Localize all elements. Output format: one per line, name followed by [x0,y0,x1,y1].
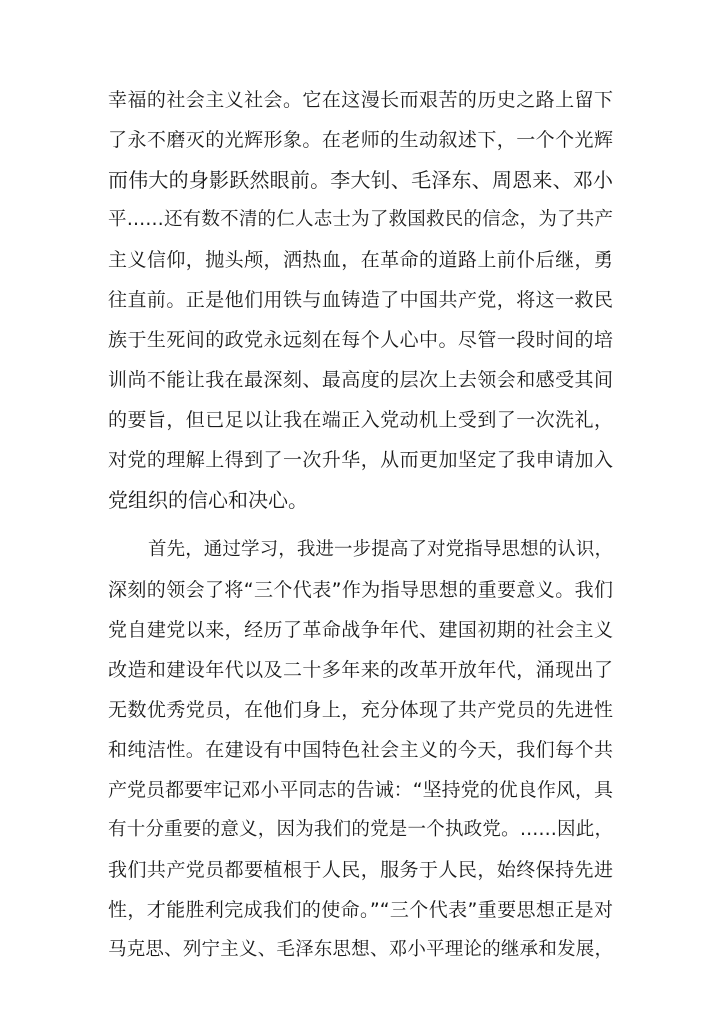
text-line: 首先，通过学习，我进一步提高了对党指导思想的认识， [148,539,613,560]
text-line: 主义信仰，抛头颅，洒热血，在革命的道路上前仆后继，勇 [108,249,613,271]
text-line: 党自建党以来，经历了革命战争年代、建国初期的社会主义 [108,619,613,641]
text-line: 的要旨，但已足以让我在端正入党动机上受到了一次洗礼， [108,409,613,431]
text-line: 党组织的信心和决心。 [108,488,308,512]
text-line: 族于生死间的政党永远刻在每个人心中。尽管一段时间的培 [108,329,613,351]
text-line: 幸福的社会主义社会。它在这漫长而艰苦的历史之路上留下 [108,89,613,111]
text-line: 平……还有数不清的仁人志士为了救国救民的信念，为了共产 [108,209,613,230]
text-line: 了永不磨灭的光辉形象。在老师的生动叙述下，一个个光辉 [108,129,613,151]
text-line: 马克思、列宁主义、毛泽东思想、邓小平理论的继承和发展， [108,939,613,960]
text-line: 改造和建设年代以及二十多年来的改革开放年代，涌现出了 [108,659,613,681]
text-line: 我们共产党员都要植根于人民，服务于人民，始终保持先进 [108,859,613,881]
text-line: 和纯洁性。在建设有中国特色社会主义的今天，我们每个共 [108,739,613,761]
text-line: 往直前。正是他们用铁与血铸造了中国共产党，将这一救民 [108,289,613,311]
text-line: 训尚不能让我在最深刻、最高度的层次上去领会和感受其间 [108,369,613,391]
text-line: 性，才能胜利完成我们的使命。”“三个代表”重要思想正是对 [108,899,613,921]
text-line: 深刻的领会了将“三个代表”作为指导思想的重要意义。我们 [108,579,613,601]
text-line: 产党员都要牢记邓小平同志的告诫：“坚持党的优良作风，具 [108,779,613,801]
text-line: 有十分重要的意义，因为我们的党是一个执政党。……因此， [108,819,613,840]
text-line: 而伟大的身影跃然眼前。李大钊、毛泽东、周恩来、邓小 [108,168,613,192]
text-line: 对党的理解上得到了一次升华，从而更加坚定了我申请加入 [108,449,613,471]
text-line: 无数优秀党员，在他们身上，充分体现了共产党员的先进性 [108,699,613,721]
